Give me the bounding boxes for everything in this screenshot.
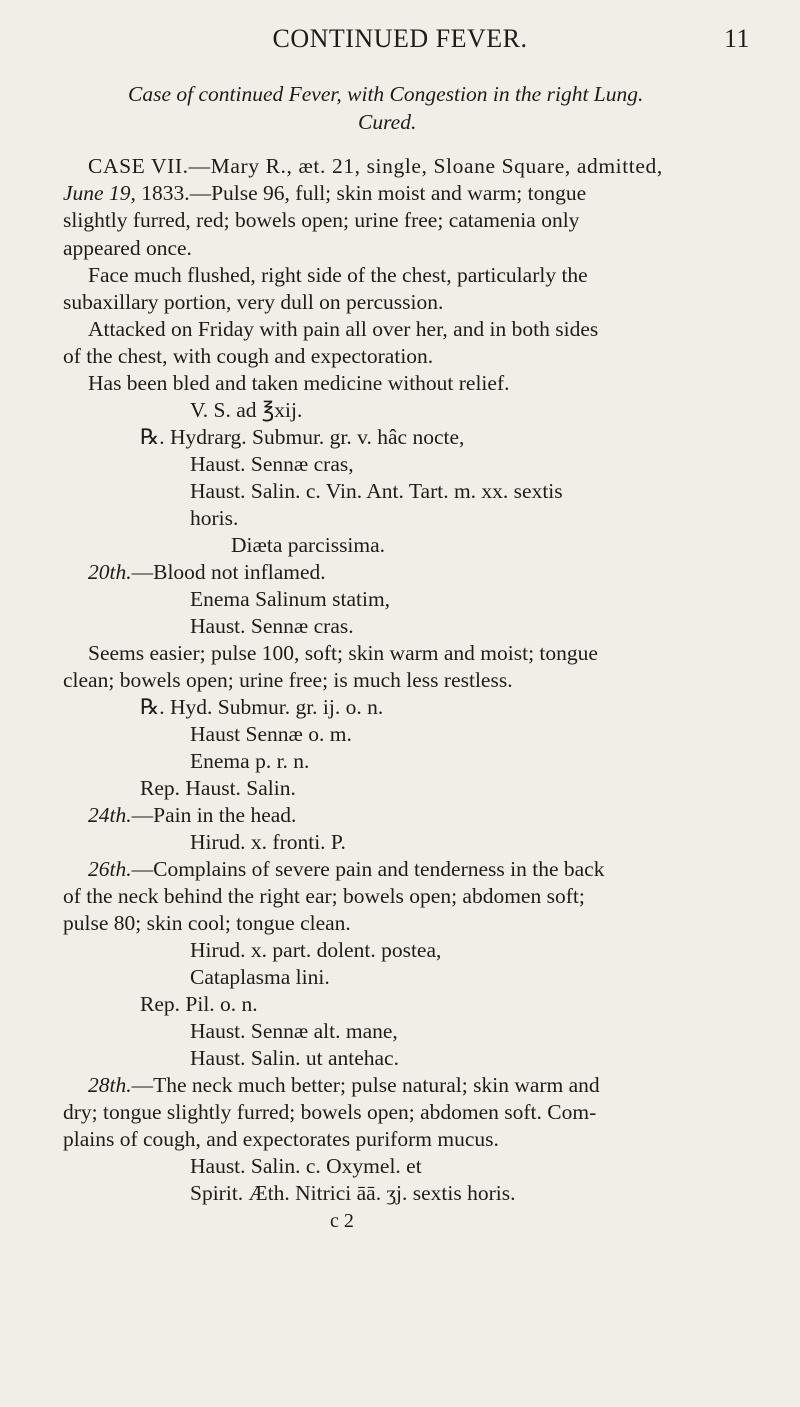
body-line: Haust. Sennæ cras, xyxy=(190,452,354,476)
body-line: horis. xyxy=(190,506,239,530)
body-line: Haust. Salin. ut antehac. xyxy=(190,1046,399,1070)
body-line: Spirit. Æth. Nitrici āā. ʒj. sextis horis. xyxy=(190,1181,516,1205)
body-line: Haust. Salin. c. Oxymel. et xyxy=(190,1154,422,1178)
body-line: V. S. ad ℥xij. xyxy=(190,398,303,422)
body-line: Haust. Salin. c. Vin. Ant. Tart. m. xx. sextis xyxy=(190,479,563,503)
body-line: of the neck behind the right ear; bowels open; abdomen soft; xyxy=(63,884,585,908)
body-line: appeared once. xyxy=(63,236,192,260)
body-line: Enema p. r. n. xyxy=(190,749,310,773)
case-title-line-1: Case of continued Fever, with Congestion in the right Lung. xyxy=(128,82,644,106)
body-line: slightly furred, red; bowels open; urine free; catamenia only xyxy=(63,208,580,232)
body-line: dry; tongue slightly furred; bowels open; abdomen soft. Com- xyxy=(63,1100,597,1124)
signature-mark: c 2 xyxy=(330,1210,354,1232)
body-line: 20th.—Blood not inflamed. xyxy=(88,560,326,584)
body-line: plains of cough, and expectorates puriform mucus. xyxy=(63,1127,499,1151)
body-line: Haust Sennæ o. m. xyxy=(190,722,352,746)
body-line: ℞. Hyd. Submur. gr. ij. o. n. xyxy=(140,695,384,719)
body-line: 24th.—Pain in the head. xyxy=(88,803,297,827)
body-line: Has been bled and taken medicine without relief. xyxy=(88,371,510,395)
body-line: Diæta parcissima. xyxy=(231,533,386,557)
body-line: Attacked on Friday with pain all over her, and in both sides xyxy=(88,317,599,341)
running-title: CONTINUED FEVER. xyxy=(272,24,528,53)
body-line: of the chest, with cough and expectoration. xyxy=(63,344,434,368)
body-line: Cataplasma lini. xyxy=(190,965,330,989)
body-line: Rep. Haust. Salin. xyxy=(140,776,296,800)
body-line: Hirud. x. fronti. P. xyxy=(190,830,346,854)
body-line: subaxillary portion, very dull on percussion. xyxy=(63,290,444,314)
body-line: June 19, 1833.—Pulse 96, full; skin moist and warm; tongue xyxy=(63,181,587,205)
body-line: Rep. Pil. o. n. xyxy=(140,992,258,1016)
body-line: Haust. Sennæ alt. mane, xyxy=(190,1019,398,1043)
body-line: Face much flushed, right side of the chest, particularly the xyxy=(88,263,588,287)
body-line: Hirud. x. part. dolent. postea, xyxy=(190,938,442,962)
body-line: 28th.—The neck much better; pulse natural; skin warm and xyxy=(88,1073,600,1097)
body-line: pulse 80; skin cool; tongue clean. xyxy=(63,911,351,935)
body-line: Enema Salinum statim, xyxy=(190,587,391,611)
page-number: 11 xyxy=(723,24,750,53)
case-title-line-2: Cured. xyxy=(358,110,417,134)
body-line: Seems easier; pulse 100, soft; skin warm and moist; tongue xyxy=(88,641,598,665)
body-line: ℞. Hydrarg. Submur. gr. v. hâc nocte, xyxy=(140,425,465,449)
body-line: 26th.—Complains of severe pain and tenderness in the back xyxy=(88,857,605,881)
body-line: clean; bowels open; urine free; is much less restless. xyxy=(63,668,513,692)
body-line: CASE VII.—Mary R., æt. 21, single, Sloane Square, admitted, xyxy=(88,154,663,178)
body-line: Haust. Sennæ cras. xyxy=(190,614,354,638)
